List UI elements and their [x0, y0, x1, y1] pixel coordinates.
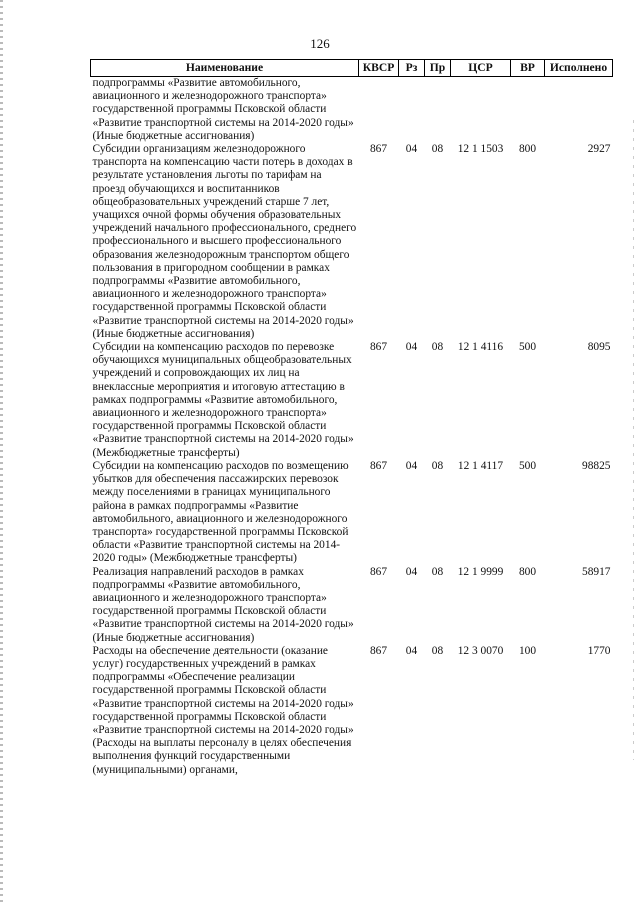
- row-csr: [451, 77, 511, 144]
- row-rz: 04: [405, 644, 418, 657]
- row-vr: 800: [518, 565, 537, 578]
- row-csr: 12 3 0070: [457, 644, 504, 657]
- row-done: [545, 77, 613, 144]
- table-row: [91, 77, 613, 144]
- row-name: Расходы на обеспечение деятельности (оказание услуг) государственных учреждений в рамках подпрограммы «Обеспечение реализации государственной программы Псковской области «Развитие транспортной системы на 2014-2020 годы» государственной программы Псковской области «Развитие транспортной системы на 2014-2020 годы» (Расходы на выплаты персоналу в целях обеспечения выполнения функций государственными (муниципальными) органами,: [92, 644, 354, 776]
- row-done: 1770: [587, 644, 611, 657]
- row-name: Субсидии организациям железнодорожного транспорта на компенсацию части потерь в доходах в результате установления льготы по тарифам на проезд обучающихся и воспитанников общеобразовательных учреждений старше 7 лет, учащихся очной формы обучения образовательных учреждений начального профессионального, среднего профессионального и высшего профессионального образования железнодорожным транспортом общего пользования в пригородном сообщении в рамках подпрограммы «Развитие автомобильного, авиационного и железнодорожного транспорта» государственной программы Псковской области «Развитие транспортной системы на 2014-2020 годы» (Иные бюджетные ассигнования): [92, 143, 357, 340]
- expenditure-table: [90, 59, 613, 777]
- row-csr: 12 1 4116: [457, 341, 504, 354]
- row-pr: 08: [431, 341, 444, 354]
- row-vr: 500: [518, 459, 537, 472]
- header-vr: ВР: [511, 60, 545, 77]
- page-number: 126: [310, 36, 330, 51]
- row-vr: 100: [518, 644, 537, 657]
- row-vr: 800: [518, 143, 537, 156]
- row-pr: 08: [431, 644, 444, 657]
- scan-edge-left: [0, 0, 3, 905]
- row-name: Субсидии на компенсацию расходов по возмещению убытков для обеспечения пассажирских перевозок между поселениями в границах муниципального района в рамках подпрограммы «Развитие автомобильного, авиационного и железнодорожного транспорта» государственной программы Псковской области «Развитие транспортной системы на 2014-2020 годы» (Межбюджетные трансферты): [92, 459, 349, 565]
- row-done: 58917: [582, 565, 611, 578]
- row-done: 8095: [587, 341, 611, 354]
- header-rz: Рз: [399, 60, 425, 77]
- row-vr: 500: [518, 341, 537, 354]
- row-name: подпрограммы «Развитие автомобильного, авиационного и железнодорожного транспорта» государственной программы Псковской области «Развитие транспортной системы на 2014-2020 годы» (Иные бюджетные ассигнования): [92, 77, 354, 142]
- row-rz: 04: [405, 143, 418, 156]
- row-pr: 08: [431, 565, 444, 578]
- row-name: Субсидии на компенсацию расходов по перевозке обучающихся муниципальных общеобразовательных учреждений и сопровождающих их лиц на внеклассные мероприятия и итоговую аттестацию в рамках подпрограммы «Развитие автомобильного, авиационного и железнодорожного транспорта» государственной программы Псковской области «Развитие транспортной системы на 2014-2020 годы» (Межбюджетные трансферты): [92, 341, 354, 459]
- table-row: [91, 143, 613, 341]
- row-done: 98825: [582, 459, 611, 472]
- row-csr: 12 1 1503: [457, 143, 504, 156]
- row-name: Реализация направлений расходов в рамках подпрограммы «Развитие автомобильного, авиационного и железнодорожного транспорта» государственной программы Псковской области «Развитие транспортной системы на 2014-2020 годы» (Иные бюджетные ассигнования): [92, 565, 354, 644]
- header-csr: ЦСР: [451, 60, 511, 77]
- table-row: [91, 566, 613, 645]
- row-rz: [399, 77, 425, 144]
- row-pr: [425, 77, 451, 144]
- header-done: Исполнено: [545, 60, 613, 77]
- row-rz: 04: [405, 459, 418, 472]
- row-kvsr: [359, 77, 399, 144]
- row-pr: 08: [431, 459, 444, 472]
- row-done: 2927: [587, 143, 611, 156]
- row-kvsr: 867: [369, 143, 388, 156]
- header-pr: Пр: [425, 60, 451, 77]
- row-kvsr: 867: [369, 341, 388, 354]
- row-vr: [511, 77, 545, 144]
- row-csr: 12 1 4117: [457, 459, 504, 472]
- row-rz: 04: [405, 565, 418, 578]
- row-rz: 04: [405, 341, 418, 354]
- row-csr: 12 1 9999: [457, 565, 504, 578]
- row-pr: 08: [431, 143, 444, 156]
- table-row: [91, 645, 613, 777]
- table-header-row: [91, 60, 613, 77]
- table-row: [91, 460, 613, 566]
- row-kvsr: 867: [369, 644, 388, 657]
- scan-edge-right: [633, 120, 634, 760]
- row-kvsr: 867: [369, 459, 388, 472]
- header-kvsr: КВСР: [359, 60, 399, 77]
- table-row: [91, 341, 613, 460]
- row-kvsr: 867: [369, 565, 388, 578]
- header-name: Наименование: [91, 60, 359, 77]
